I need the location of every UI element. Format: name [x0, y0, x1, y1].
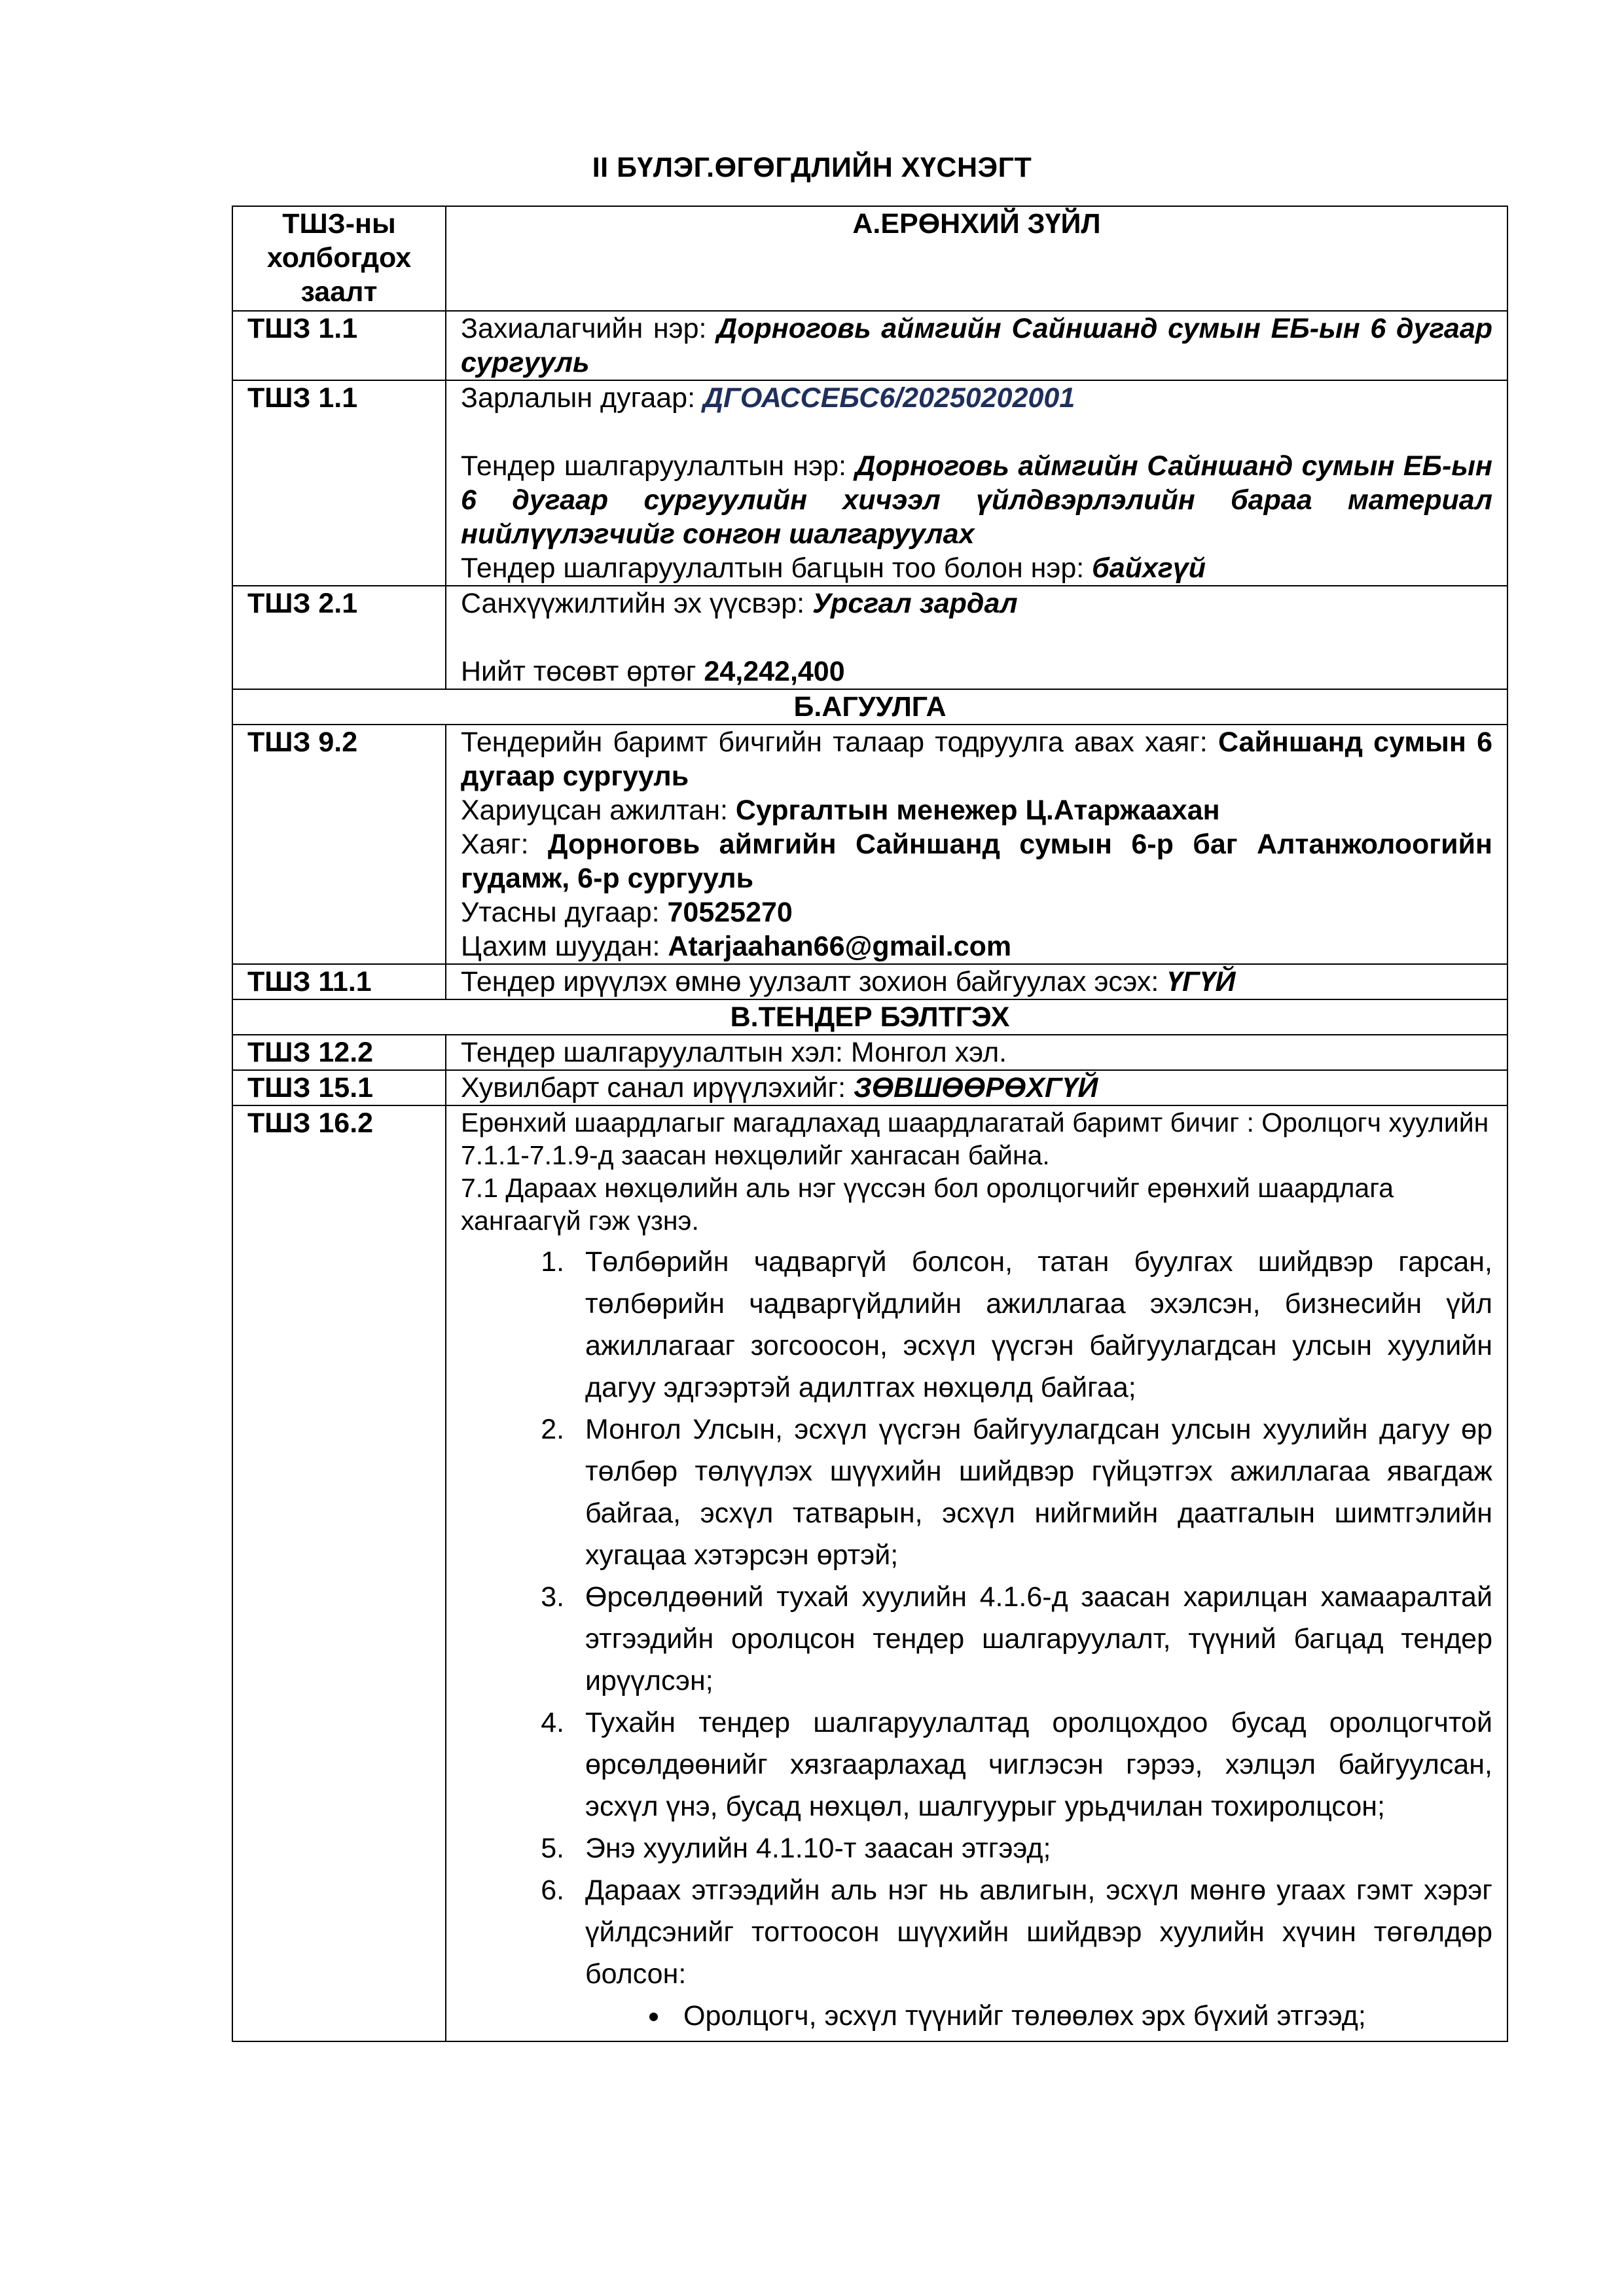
list-item: 5. Энэ хуулийн 4.1.10-т заасан этгээд; — [572, 1827, 1492, 1869]
table-row — [232, 586, 1507, 689]
announcement-label: Зарлалын дугаар: — [461, 382, 703, 414]
customer-value: Дорноговь аймгийн Сайншанд сумын ЕБ-ын 6 дугаар сургууль — [461, 313, 1492, 378]
list-item — [572, 1869, 1492, 2037]
section-row — [232, 689, 1507, 725]
staff-label: Хариуцсан ажилтан: — [461, 795, 736, 826]
row-ref: ТШЗ 16.2 — [232, 1105, 446, 2041]
announcement-number: ДГОАССЕБС6/20250202001 — [703, 382, 1075, 414]
row-content — [446, 725, 1507, 964]
alternative-bid-label: Хувилбарт санал ирүүлэхийг: — [461, 1072, 854, 1103]
budget-value: 24,242,400 — [704, 656, 845, 687]
row-content — [446, 311, 1507, 380]
tender-name-value: Дорноговь аймгийн Сайншанд сумын ЕБ-ын 6 дугаар сургуулийн хичээл үйлдвэрлэлийн бараа материал нийлүүлэгчийг сонгон шалгаруулах — [461, 450, 1492, 550]
section-a-heading: А.ЕРӨНХИЙ ЗҮЙЛ — [446, 206, 1507, 311]
row-ref: ТШЗ 1.1 — [232, 311, 446, 380]
row-ref: ТШЗ 12.2 — [232, 1035, 446, 1070]
section-b-heading: Б.АГУУЛГА — [232, 689, 1507, 725]
table-row — [232, 1035, 1507, 1070]
table-row — [232, 380, 1507, 586]
budget-label: Нийт төсөвт өртөг — [461, 656, 704, 687]
phone-label: Утасны дугаар: — [461, 897, 668, 928]
clarification-address-label: Тендерийн баримт бичгийн талаар тодруулга авах хаяг: — [461, 726, 1218, 758]
sub-list-item: • Оролцогч, эсхүл түүнийг төлөөлөх эрх бүхий этгээд; — [670, 1995, 1492, 2037]
pre-bid-meeting-label: Тендер ирүүлэх өмнө уулзалт зохион байгуулах эсэх: — [461, 966, 1167, 997]
row-content — [446, 380, 1507, 586]
row-content — [446, 1105, 1507, 2041]
requirements-paragraph-1: Ерөнхий шаардлагыг магадлахад шаардлагатай баримт бичиг : Оролцогч хуулийн 7.1.1-7.1.9-д заасан нөхцөлийг хангасан байна. — [461, 1107, 1489, 1170]
data-table — [232, 206, 1508, 2042]
lots-label: Тендер шалгаруулалтын багцын тоо болон нэр: — [461, 552, 1092, 584]
row-ref: ТШЗ 1.1 — [232, 380, 446, 586]
customer-label: Захиалагчийн нэр: — [461, 313, 717, 344]
table-row — [232, 311, 1507, 380]
row-content: Тендер шалгаруулалтын хэл: Монгол хэл. — [446, 1035, 1507, 1070]
row-ref: ТШЗ 2.1 — [232, 586, 446, 689]
list-item-text: Дараах этгээдийн аль нэг нь авлигын, эсхүл мөнгө угаах гэмт хэрэг үйлдсэнийг тогтоосон шүүхийн шийдвэр хуулийн хүчин төгөлдөр болсон: — [585, 1874, 1492, 1990]
clarification-address-value: Сайншанд сумын 6 дугаар сургууль — [461, 726, 1492, 792]
table-header-row — [232, 206, 1507, 311]
ref-header-line2: холбогдох — [266, 242, 412, 274]
funding-source-label: Санхүүжилтийн эх үүсвэр: — [461, 588, 812, 619]
section-v-heading: В.ТЕНДЕР БЭЛТГЭХ — [232, 999, 1507, 1035]
row-ref: ТШЗ 9.2 — [232, 725, 446, 964]
address-label: Хаяг: — [461, 829, 548, 860]
page-title: II БҮЛЭГ.ӨГӨГДЛИЙН ХҮСНЭГТ — [592, 152, 1032, 183]
row-ref: ТШЗ 11.1 — [232, 964, 446, 999]
list-item: 3. Өрсөлдөөний тухай хуулийн 4.1.6-д заасан харилцан хамааралтай этгээдийн оролцсон тендер шалгаруулалт, түүний багцад тендер ирүүлсэн; — [572, 1576, 1492, 1702]
email-value: Atarjaahan66@gmail.com — [668, 931, 1012, 962]
alternative-bid-value: ЗӨВШӨӨРӨХГҮЙ — [854, 1072, 1098, 1103]
email-label: Цахим шуудан: — [461, 931, 668, 962]
section-row — [232, 999, 1507, 1035]
row-ref: ТШЗ 15.1 — [232, 1070, 446, 1105]
table-row — [232, 1070, 1507, 1105]
ref-column-header — [232, 206, 446, 311]
lots-value: байхгүй — [1092, 552, 1206, 584]
phone-value: 70525270 — [667, 897, 793, 928]
list-item: 2. Монгол Улсын, эсхүл үүсгэн байгуулагдсан улсын хуулийн дагуу өр төлбөр төлүүлэх шүүхийн шийдвэр гүйцэтгэх ажиллагаа явагдаж байгаа, эсхүл татварын, эсхүл нийгмийн даатгалын шимтгэлийн хугацаа хэтэрсэн өртэй; — [572, 1408, 1492, 1576]
address-value: Дорноговь аймгийн Сайншанд сумын 6-р баг Алтанжолоогийн гудамж, 6-р сургууль — [461, 829, 1492, 894]
pre-bid-meeting-value: ҮГҮЙ — [1166, 966, 1236, 997]
requirements-paragraph-2: 7.1 Дараах нөхцөлийн аль нэг үүссэн бол оролцогчийг ерөнхий шаардлага хангаагүй гэж үзнэ. — [461, 1173, 1394, 1236]
staff-value: Сургалтын менежер Ц.Атаржаахан — [735, 795, 1220, 826]
tender-name-label: Тендер шалгаруулалтын нэр: — [461, 450, 856, 482]
ref-header-line1: ТШЗ-ны — [282, 208, 396, 240]
requirements-list — [461, 1241, 1492, 2037]
table-row — [232, 725, 1507, 964]
ref-header-line3: заалт — [300, 276, 378, 308]
list-item: 4. Тухайн тендер шалгаруулалтад оролцохдоо бусад оролцогчтой өрсөлдөөнийг хязгаарлахад чиглэсэн гэрээ, хэлцэл байгуулсан, эсхүл үнэ, бусад нөхцөл, шалгуурыг урьдчилан тохиролцсон; — [572, 1702, 1492, 1827]
row-content — [446, 964, 1507, 999]
funding-source-value: Урсгал зардал — [812, 588, 1018, 619]
list-item: 1. Төлбөрийн чадваргүй болсон, татан буулгах шийдвэр гарсан, төлбөрийн чадваргүйдлийн ажиллагаа эхэлсэн, бизнесийн үйл ажиллагааг зогсоосон, эсхүл үүсгэн байгуулагдсан улсын хуулийн дагуу эдгээртэй адилтгах нөхцөлд байгаа; — [572, 1241, 1492, 1408]
sub-list — [585, 1995, 1492, 2037]
table-row — [232, 1105, 1507, 2041]
row-content — [446, 1070, 1507, 1105]
table-row — [232, 964, 1507, 999]
row-content — [446, 586, 1507, 689]
